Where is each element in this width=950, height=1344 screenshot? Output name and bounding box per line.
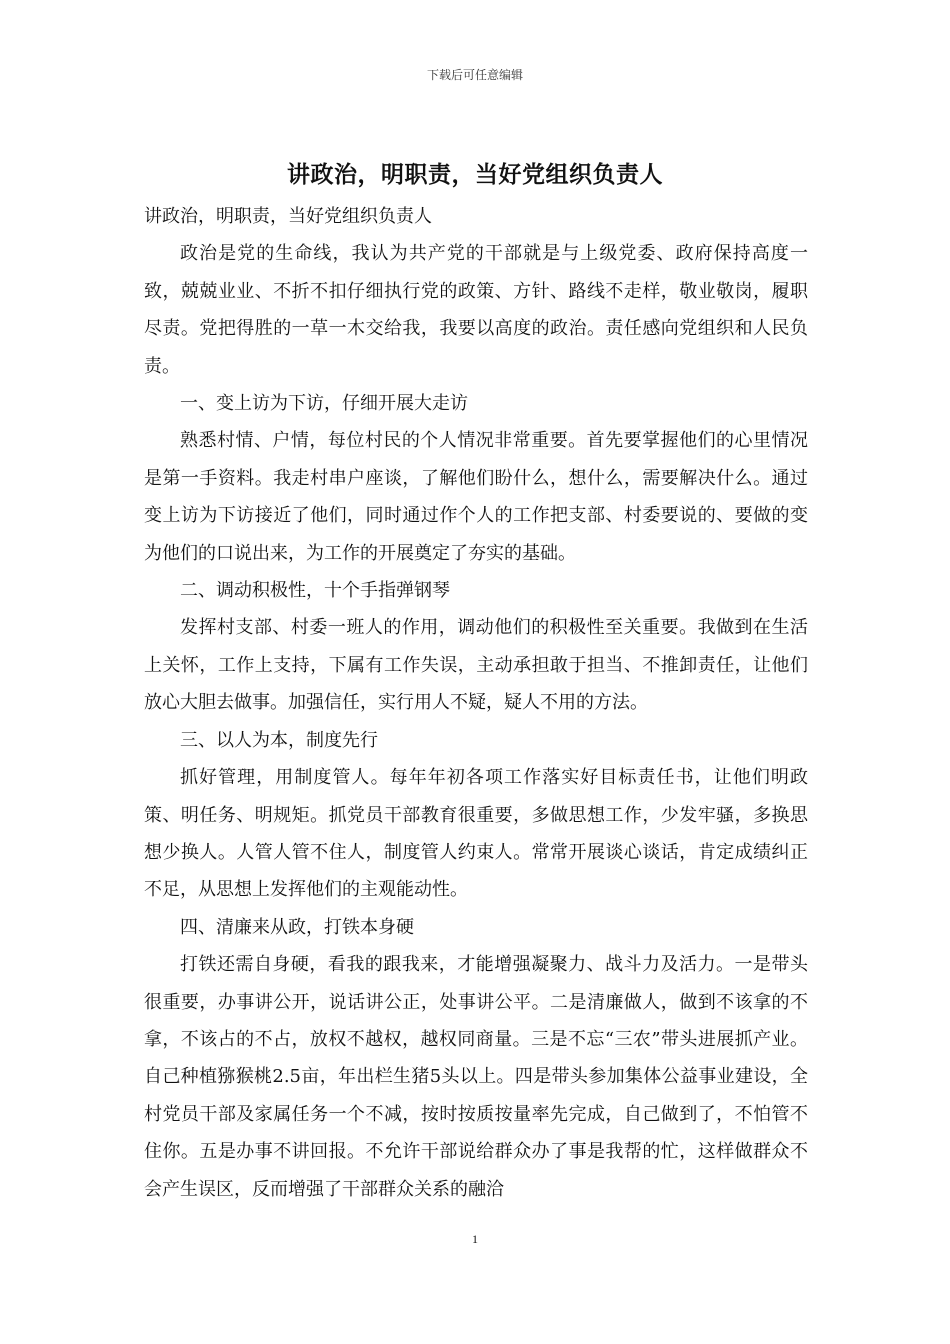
section-heading: 二、调动积极性，十个手指弹钢琴	[180, 580, 450, 602]
document-body	[144, 198, 808, 1208]
section-heading: 三、以人为本，制度先行	[180, 729, 378, 751]
document-title: 讲政治，明职责，当好党组织负责人	[287, 162, 663, 188]
paragraph: 政治是党的生命线，我认为共产党的干部就是与上级党委、政府保持高度一致，兢兢业业、不折不扣仔细执行党的政策、方针、路线不走样，敬业敬岗，履职尽责。党把得胜的一草一木交给我，我要以高度的政治。责任感向党组织和人民负责。	[144, 243, 808, 377]
paragraph: 发挥村支部、村委一班人的作用，调动他们的积极性至关重要。我做到在生活上关怀，工作上支持，下属有工作失误，主动承担敢于担当、不推卸责任，让他们放心大胆去做事。加强信任，实行用人不疑，疑人不用的方法。	[144, 617, 808, 714]
paragraph: 打铁还需自身硬，看我的跟我来，才能增强凝聚力、战斗力及活力。一是带头很重要，办事讲公开，说话讲公正，处事讲公平。二是清廉做人，做到不该拿的不拿，不该占的不占，放权不越权，越权同商量。三是不忘“三农”带头进展抓产业。自己种植猕猴桃2.5亩，年出栏生猪5头以上。四是带头参加集体公益事业建设，全村党员干部及家属任务一个不减，按时按质按量率先完成，自己做到了，不怕管不住你。五是办事不讲回报。不允许干部说给群众办了事是我帮的忙，这样做群众不会产生误区，反而增强了干部群众关系的融洽	[144, 954, 808, 1200]
paragraph: 抓好管理，用制度管人。每年年初各项工作落实好目标责任书，让他们明政策、明任务、明规矩。抓党员干部教育很重要，多做思想工作，少发牢骚，多换思想少换人。人管人管不住人，制度管人约束人。常常开展谈心谈话，肯定成绩纠正不足，从思想上发挥他们的主观能动性。	[144, 767, 808, 901]
paragraph: 熟悉村情、户情，每位村民的个人情况非常重要。首先要掌握他们的心里情况是第一手资料。我走村串户座谈，了解他们盼什么，想什么，需要解决什么。通过变上访为下访接近了他们，同时通过作个人的工作把支部、村委要说的、要做的变为他们的口说出来，为工作的开展奠定了夯实的基础。	[144, 430, 808, 564]
paragraph-subtitle: 讲政治，明职责，当好党组织负责人	[144, 206, 432, 227]
header-note: 下载后可任意编辑	[426, 68, 523, 82]
section-heading: 一、变上访为下访，仔细开展大走访	[180, 393, 468, 415]
page-number: 1	[472, 1232, 478, 1246]
section-heading: 四、清廉来从政，打铁本身硬	[180, 916, 414, 938]
